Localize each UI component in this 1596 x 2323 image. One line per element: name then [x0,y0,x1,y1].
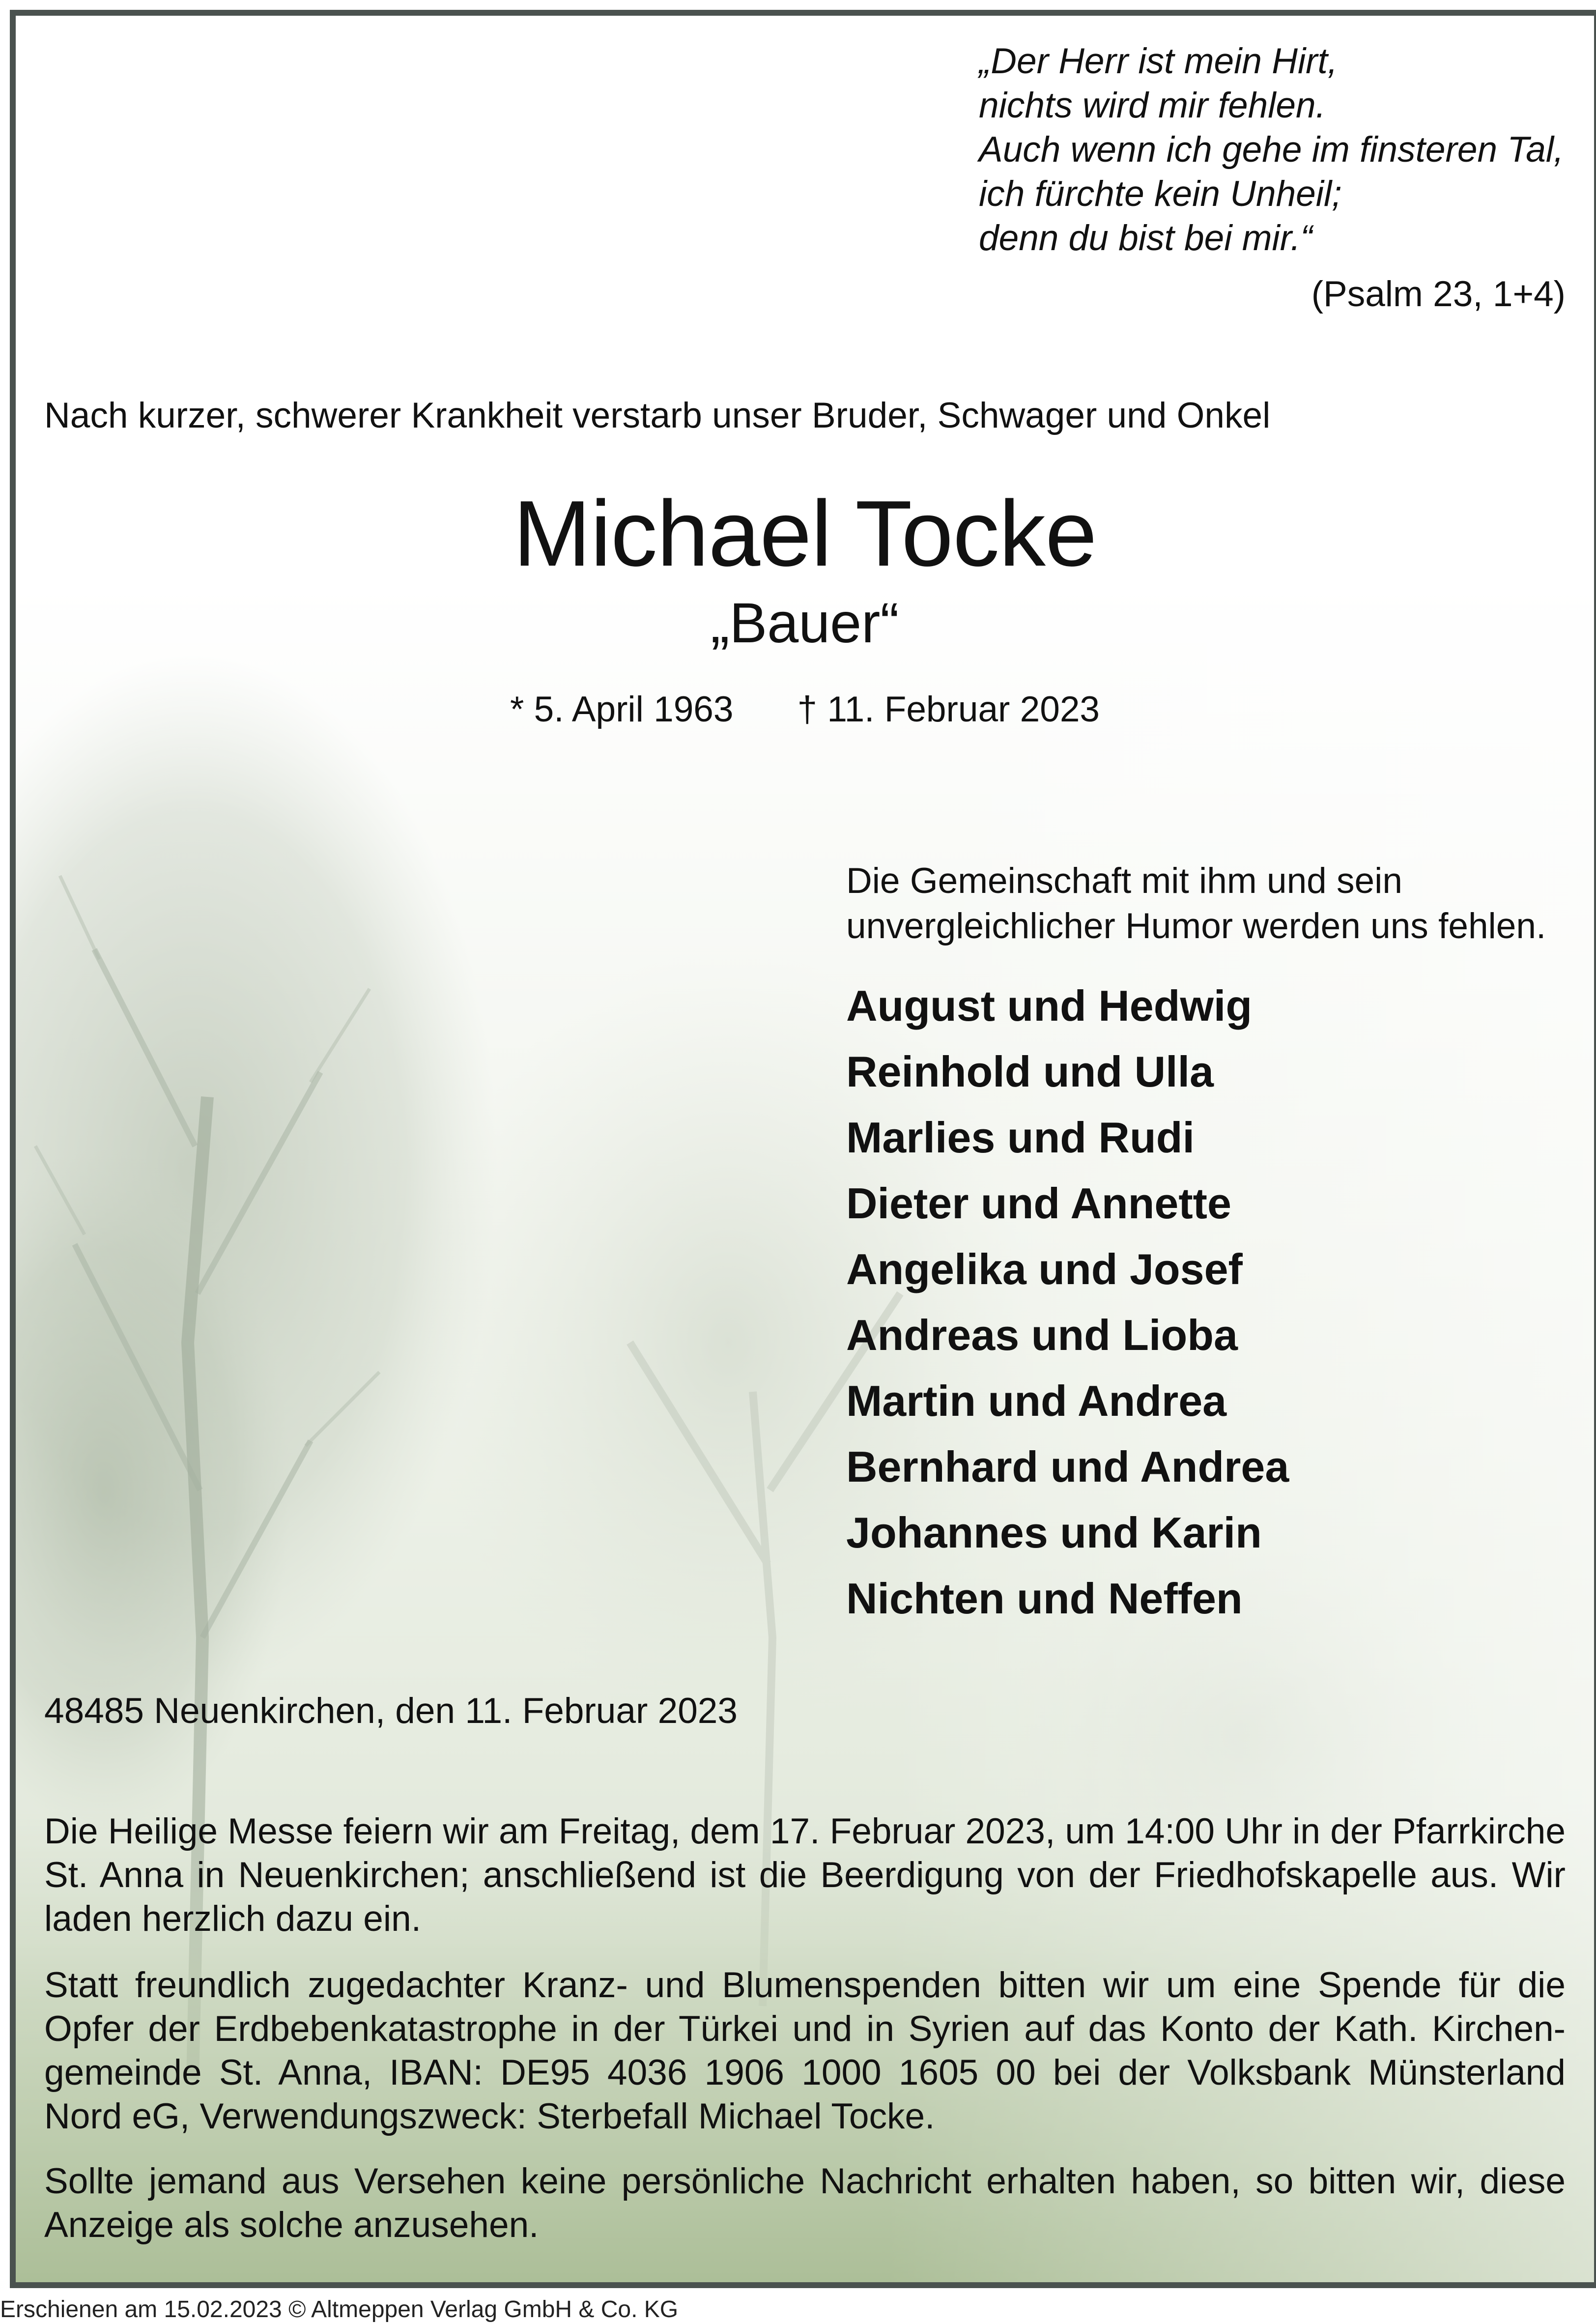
donation-paragraph [44,1963,1566,2138]
death-date: † 11. Februar 2023 [797,689,1100,729]
mourner-entry: Angelika und Josef [846,1245,1243,1293]
obituary-frame [10,10,1596,2288]
birth-date: * 5. April 1963 [510,689,734,729]
mourner-entry: August und Hedwig [846,981,1253,1030]
mourner-entry: Marlies und Rudi [846,1113,1195,1162]
intro-sentence: Nach kurzer, schwerer Krankheit verstarb unser Bruder, Schwager und Onkel [44,396,1271,435]
notice-paragraph [44,2159,1566,2247]
funeral-service-paragraph [44,1809,1566,1941]
paragraph-line: laden herzlich dazu ein. [44,1899,421,1939]
life-dates [16,689,1594,730]
mourners-list [846,973,1289,1632]
deceased-name: Michael Tocke [513,482,1097,586]
mourner-entry: Dieter und Annette [846,1179,1231,1228]
psalm-line: denn du bist bei mir.“ [979,218,1312,258]
paragraph-line: gemeinde St. Anna, IBAN: DE95 4036 1906 1000 1605 00 bei der Volksbank Münsterland [44,2053,1566,2093]
paragraph-line: Sollte jemand aus Versehen keine persönliche Nachricht erhalten haben, so bitten wir, diese [44,2161,1566,2201]
memory-line: Die Gemeinschaft mit ihm und sein [846,861,1402,901]
mourner-entry: Bernhard und Andrea [846,1442,1289,1491]
paragraph-line: Anzeige als solche anzusehen. [44,2205,539,2245]
memory-text [846,859,1546,949]
mourner-entry: Nichten und Neffen [846,1574,1243,1623]
paragraph-line: Nord eG, Verwendungszweck: Sterbefall Michael Tocke. [44,2096,935,2136]
place-and-date: 48485 Neuenkirchen, den 11. Februar 2023 [44,1691,738,1731]
mourner-entry: Reinhold und Ulla [846,1047,1214,1096]
psalm-quote [979,39,1564,260]
psalm-line: ich fürchte kein Unheil; [979,174,1342,214]
obituary-content [16,16,1594,2282]
mourner-entry: Andreas und Lioba [846,1311,1238,1359]
paragraph-line: Statt freundlich zugedachter Kranz- und Blumenspenden bitten wir um eine Spende für die [44,1965,1566,2005]
mourner-entry: Martin und Andrea [846,1377,1227,1425]
publication-footer: Erschienen am 15.02.2023 © Altmeppen Verlag GmbH & Co. KG [0,2296,679,2323]
psalm-line: „Der Herr ist mein Hirt, [979,41,1338,81]
memory-line: unvergleichlicher Humor werden uns fehlen. [846,906,1546,946]
psalm-line: nichts wird mir fehlen. [979,86,1326,125]
paragraph-line: St. Anna in Neuenkirchen; anschließend ist die Beerdigung von der Friedhofskapelle aus. Wir [44,1855,1566,1895]
paragraph-line: Die Heilige Messe feiern wir am Freitag, dem 17. Februar 2023, um 14:00 Uhr in der Pfarrkirche [44,1811,1566,1851]
psalm-line: Auch wenn ich gehe im finsteren Tal, [979,130,1564,170]
psalm-reference: (Psalm 23, 1+4) [1311,274,1566,314]
mourner-entry: Johannes und Karin [846,1508,1262,1557]
paragraph-line: Opfer der Erdbebenkatastrophe in der Türkei und in Syrien auf das Konto der Kath. Kirchen- [44,2009,1566,2049]
deceased-nickname: „Bauer“ [711,592,899,655]
